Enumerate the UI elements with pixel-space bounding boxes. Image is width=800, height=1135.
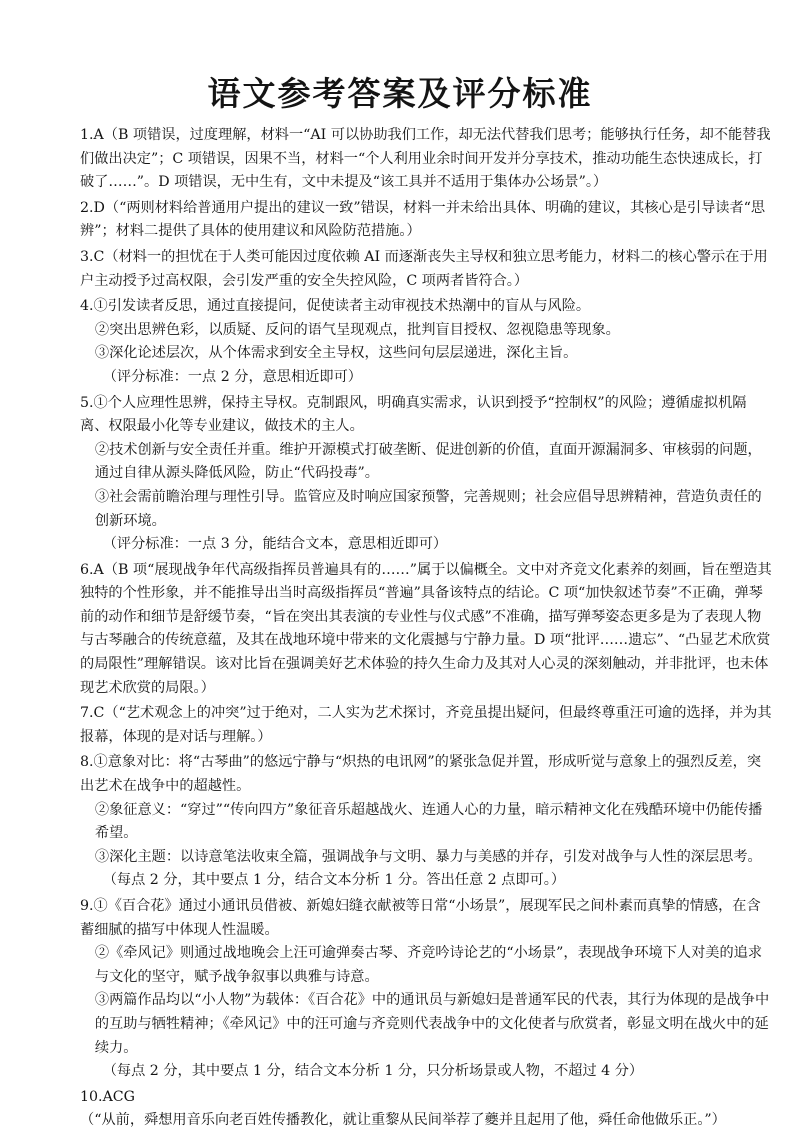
answer-body: ①《百合花》通过小通讯员借被、新媳妇缝衣献被等日常“小场景”，展现军民之间朴素而真挚的情感，在含蓄细腻的描写中体现人性温暖。 — [80, 898, 761, 938]
question-number: 6.A — [80, 561, 104, 578]
question-number: 2.D — [80, 199, 105, 216]
answer-point: ③深化主题：以诗意笔法收束全篇，强调战争与文明、暴力与美感的并存，引发对战争与人性的深层思考。 — [94, 848, 762, 865]
answer-item-2 — [80, 197, 774, 244]
question-number: 1.A — [80, 127, 104, 143]
scoring-note: （评分标准：一点 3 分，能结合文本，意思相近即可） — [102, 536, 448, 553]
answer-item-3 — [80, 246, 774, 293]
answer-text — [80, 392, 774, 439]
answer-body: （材料一的担忧在于人类可能因过度依赖 AI 而逐渐丧失主导权和独立思考能力，材料二的核心警示在于用户主动授予过高权限，会引发严重的安全失控风险，C 项两者皆符合。） — [80, 248, 768, 289]
answer-body: ①个人应理性思辨，保持主导权。克制跟风，明确真实需求，认识到授予“控制权”的风险；遵循虚拟机隔离、权限最小化等专业建议，做技术的主人。 — [80, 394, 747, 435]
answer-point: ②突出思辨色彩，以质疑、反问的语气呈现观点，批判盲目授权、忽视隐患等现象。 — [94, 321, 620, 338]
question-number: 9. — [80, 898, 94, 914]
answer-point: ②技术创新与安全责任并重。维护开源模式打破垄断、促进创新的价值，直面开源漏洞多、审核弱的问题，通过自律从源头降低风险，防止“代码投毒”。 — [94, 441, 762, 482]
answer-text — [80, 702, 774, 749]
answer-text — [80, 559, 774, 701]
answer-point: ③深化论述层次，从个体需求到安全主导权，这些问句层层递进，深化主旨。 — [94, 345, 578, 362]
answer-text — [80, 295, 774, 319]
answer-item-4 — [80, 295, 774, 389]
answer-point: ②象征意义：“穿过”“传向四方”象征音乐超越战火、连通人心的力量，暗示精神文化在残酷环境中仍能传播希望。 — [94, 801, 763, 842]
answer-text — [80, 1086, 774, 1133]
answer-text — [80, 751, 774, 798]
answer-item-8 — [80, 751, 774, 893]
answer-item-5 — [80, 392, 774, 557]
answer-body: （B 项“展现战争年代高级指挥员普遍具有的……”属于以偏概全。文中对齐竞文化素养的刻画，旨在塑造其独特的个性形象，并不能推导出当时高级指挥员“普遍”具备该特点的结论。C 项“加快叙述节奏”不正确，弹琴前的动作和细节是舒缓节奏，“旨在突出其表演的专业性与仪式感”不准确，描写弹琴姿态更多是为了表现人物与古琴融合的传统意蕴，及其在战地环境中带来的文化震撼与宁静力量。D 项“批评……遗忘”、“凸显艺术欣赏的局限性”理解错误。该对比旨在强调美好艺术体验的持久生命力及其对人心灵的深刻触动，并非批评，也未体现艺术欣赏的局限。） — [80, 561, 772, 696]
answer-point: ③社会需前瞻治理与理性引导。监管应及时响应国家预警，完善规则；社会应倡导思辨精神，营造负责任的创新环境。 — [94, 488, 762, 529]
answer-item-1 — [80, 124, 774, 195]
question-number: 8. — [80, 754, 94, 771]
answer-item-9 — [80, 895, 774, 1084]
question-number: 7.C — [80, 705, 105, 722]
answer-point: ②《牵风记》则通过战地晚会上汪可逾弹奏古琴、齐竞吟诗论艺的“小场景”，表现战争环境下人对美的追求与文化的坚守，赋予战争叙事以典雅与诗意。 — [94, 945, 763, 985]
answer-item-10 — [80, 1086, 774, 1133]
answer-text — [80, 124, 774, 195]
answer-body: （“两则材料给普通用户提出的建议一致”错误，材料一并未给出具体、明确的建议，其核心是引导读者“思辨”；材料二提供了具体的使用建议和风险防范措施。） — [80, 199, 766, 240]
answer-point: ③两篇作品均以“小人物”为载体：《百合花》中的通讯员与新媳妇是普通军民的代表，其行为体现的是战争中的互助与牺牲精神；《牵风记》中的汪可逾与齐竞则代表战争中的文化使者与欣赏者，彰显文明在战火中的延续力。 — [94, 992, 770, 1056]
answer-body: ①引发读者反思，通过直接提问，促使读者主动审视技术热潮中的盲从与风险。 — [93, 298, 591, 315]
answer-body: （“艺术观念上的冲突”过于绝对，二人实为艺术探讨，齐竞虽提出疑问，但最终尊重汪可逾的选择，并为其报幕，体现的是对话与理解。） — [80, 705, 772, 745]
answer-body: ①意象对比：将“古琴曲”的悠远宁静与“炽热的电讯网”的紧张急促并置，形成听觉与意象上的强烈反差，突出艺术在战争中的超越性。 — [80, 754, 762, 795]
scoring-note: （每点 2 分，其中要点 1 分，结合文本分析 1 分。答出任意 2 点即可。） — [102, 872, 566, 889]
answer-list — [80, 124, 774, 1135]
question-number: 3.C — [80, 248, 105, 265]
answer-body: （B 项错误，过度理解，材料一“AI 可以协助我们工作，却无法代替我们思考；能够执行任务，却不能替我们做出决定”；C 项错误，因果不当，材料一“个人利用业余时间开发并分享技术，推动功能生态快速成长，打破了……”。D 项错误，无中生有，文中未提及“该工具并不适用于集体办公场景”。） — [80, 127, 771, 191]
question-number: 4. — [80, 298, 94, 315]
answer-body: （“从前，舜想用音乐向老百姓传播教化，就让重黎从民间举荐了夔并且起用了他，舜任命他做乐正。”） — [80, 1112, 726, 1129]
answer-text — [80, 197, 774, 244]
answer-item-7 — [80, 702, 774, 749]
page-title: 语文参考答案及评分标准 — [207, 74, 593, 113]
answer-item-6 — [80, 559, 774, 701]
answer-text — [80, 895, 774, 942]
question-number: 10.ACG — [80, 1088, 135, 1105]
scoring-note: （每点 2 分，其中要点 1 分，结合文本分析 1 分，只分析场景或人物，不超过 4 分） — [102, 1063, 644, 1080]
question-number: 5. — [80, 394, 94, 411]
answer-text — [80, 246, 774, 293]
scoring-note: （评分标准：一点 2 分，意思相近即可） — [102, 368, 362, 385]
